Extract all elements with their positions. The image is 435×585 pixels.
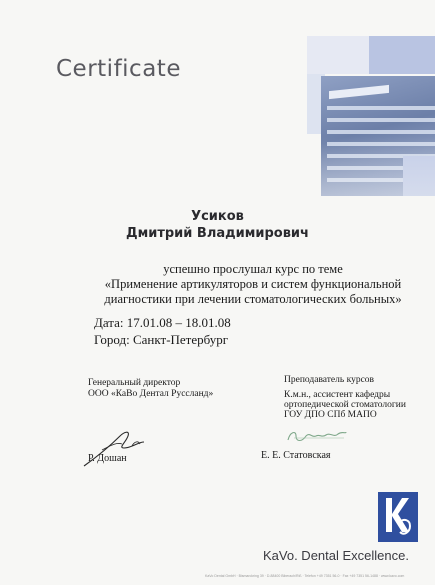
building-photo bbox=[307, 36, 435, 196]
teacher-credential: ортопедической стоматологии bbox=[284, 400, 406, 410]
course-date: Дата: 17.01.08 – 18.01.08 bbox=[94, 315, 231, 330]
brand-tagline: KaVo. Dental Excellence. bbox=[263, 548, 409, 563]
course-city: Город: Санкт-Петербург bbox=[94, 332, 229, 347]
teacher-name: Е. Е. Статовская bbox=[261, 450, 331, 461]
recipient-given-names: Дмитрий Владимирович bbox=[126, 226, 309, 241]
course-line: успешно прослушал курс по теме bbox=[163, 262, 343, 276]
teacher-title: Преподаватель курсов bbox=[284, 375, 375, 385]
kavo-logo-icon bbox=[378, 492, 418, 542]
recipient-surname: Усиков bbox=[191, 209, 244, 224]
director-title: Генеральный директор bbox=[88, 378, 181, 388]
teacher-credential: ГОУ ДПО СПб МАПО bbox=[284, 410, 377, 420]
course-line: диагностики при лечении стоматологических больных» bbox=[104, 292, 402, 306]
teacher-signature bbox=[284, 426, 350, 448]
course-line: «Применение артикуляторов и систем функциональной bbox=[104, 277, 402, 291]
director-org: ООО «КаВо Дентал Руссланд» bbox=[88, 389, 214, 399]
course-description bbox=[88, 262, 418, 307]
footer-address: KaVo Dental GmbH · Bismarckring 39 · D-88400 Biberach/Riß · Telefon +49 7351 56-0 · Fax +49 7351 56-1488 · www.kavo.com bbox=[205, 574, 405, 578]
certificate-title: Certificate bbox=[56, 56, 181, 82]
teacher-credential: К.м.н., ассистент кафедры bbox=[284, 390, 391, 400]
director-name: Р. Дошан bbox=[88, 453, 127, 464]
